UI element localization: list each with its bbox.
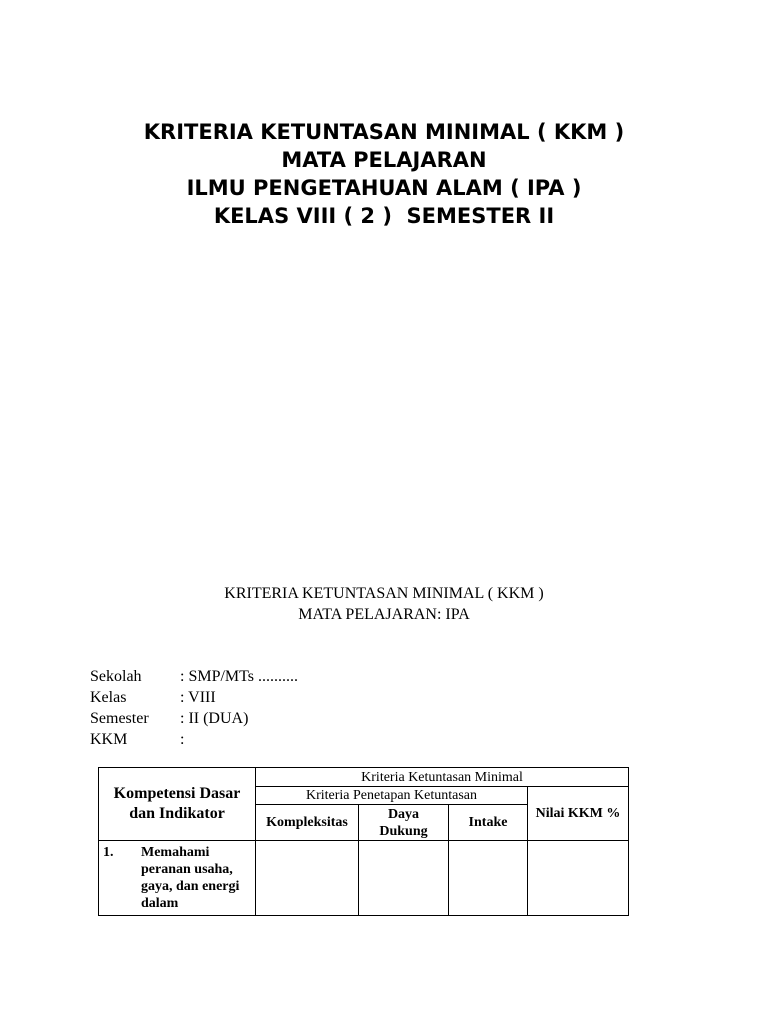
row-number: 1. bbox=[103, 845, 114, 860]
cover-title-line-1: KRITERIA KETUNTASAN MINIMAL ( KKM ) bbox=[143, 120, 625, 144]
penetapan-header: Kriteria Penetapan Ketuntasan bbox=[256, 787, 528, 805]
info-label: Sekolah bbox=[90, 668, 142, 685]
info-block bbox=[90, 666, 298, 750]
info-value: : bbox=[180, 731, 185, 748]
section-title bbox=[0, 583, 768, 625]
cover-title-line-3: ILMU PENGETAHUAN ALAM ( IPA ) bbox=[186, 176, 582, 200]
cover-title-line-2: MATA PELAJARAN bbox=[281, 148, 487, 172]
info-label: Kelas bbox=[90, 689, 127, 706]
info-label: KKM bbox=[90, 731, 128, 748]
cover-title-line-4: KELAS VIII ( 2 ) SEMESTER II bbox=[213, 204, 555, 228]
kd-cell bbox=[99, 841, 256, 916]
cover-title bbox=[0, 118, 768, 230]
nilai-kkm-header: Nilai KKM % bbox=[528, 787, 629, 841]
daya-dukung-header: Daya Dukung bbox=[359, 805, 449, 841]
daya-dukung-cell bbox=[359, 841, 449, 916]
nilai-kkm-cell bbox=[528, 841, 629, 916]
kkm-table bbox=[98, 767, 629, 916]
section-title-line-1: KRITERIA KETUNTASAN MINIMAL ( KKM ) bbox=[224, 585, 544, 602]
table-row bbox=[99, 841, 629, 916]
info-label: Semester bbox=[90, 710, 149, 727]
section-title-line-2: MATA PELAJARAN: IPA bbox=[298, 606, 470, 623]
info-row-sekolah bbox=[90, 666, 298, 687]
kompleksitas-header: Kompleksitas bbox=[256, 805, 359, 841]
row-text: Memahami peranan usaha, gaya, dan energi dalam bbox=[141, 845, 240, 911]
info-value: : II (DUA) bbox=[180, 710, 249, 727]
kkm-header: Kriteria Ketuntasan Minimal bbox=[256, 768, 629, 787]
kd-header: Kompetensi Dasar dan Indikator bbox=[99, 768, 256, 841]
intake-cell bbox=[449, 841, 528, 916]
table-header-row bbox=[99, 768, 629, 787]
info-row-kelas bbox=[90, 687, 298, 708]
intake-header: Intake bbox=[449, 805, 528, 841]
info-row-kkm bbox=[90, 729, 298, 750]
kompleksitas-cell bbox=[256, 841, 359, 916]
info-row-semester bbox=[90, 708, 298, 729]
info-value: : SMP/MTs .......... bbox=[180, 668, 299, 685]
info-value: : VIII bbox=[180, 689, 216, 706]
